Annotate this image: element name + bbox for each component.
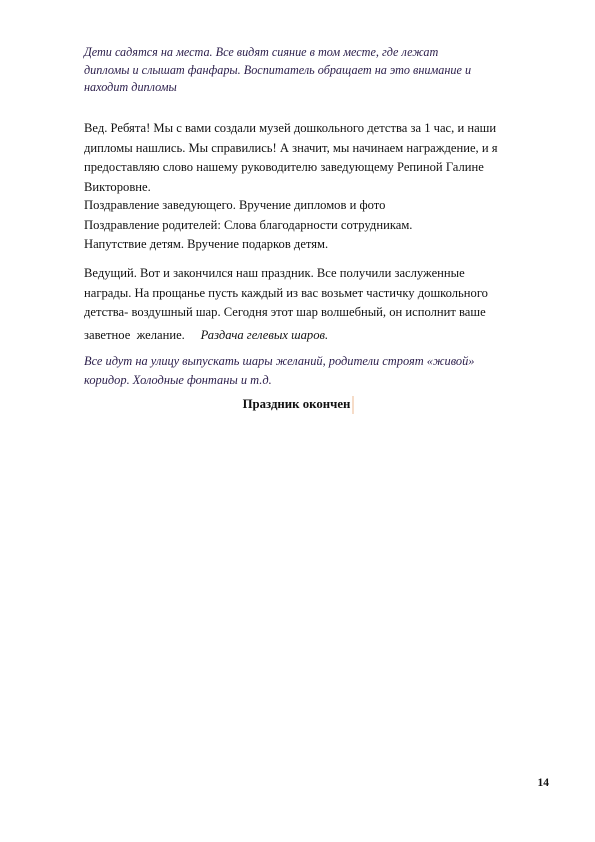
presenter-speech [84,119,554,197]
page-number: 14 [537,777,549,789]
text-line: находит дипломы [84,80,177,94]
balloon-distribution-note: Раздача гелевых шаров. [200,327,329,342]
stage-direction-1 [84,44,554,97]
text-line: Вед. Ребята! Мы с вами создали музей дошкольного детства за 1 час, и наши [84,121,497,135]
text-line: детства- воздушный шар. Сегодня этот шар волшебный, он исполнит ваше [84,305,486,319]
text-line: дипломы нашлись. Мы справились! А значит, мы начинаем награждение, и я [84,140,498,155]
text-line: дипломы и слышат фанфары. Воспитатель обращает на это внимание и [84,62,472,77]
text-line: Дети садятся на места. Все видят сияние в том месте, где лежат [84,45,439,59]
text-line: Поздравление родителей: Слова благодарности сотрудникам. [84,217,413,232]
text-line: предоставляю слово нашему руководителю заведующему Репиной Галине [84,160,484,174]
closing-title-text: Праздник окончен [241,396,355,414]
text-line-plain: заветное желание. [84,327,201,342]
text-line: Напутствие детям. Вручение подарков детям. [84,237,329,251]
text-line [84,326,554,346]
text-line: Ведущий. Вот и закончился наш праздник. Все получили заслуженные [84,266,465,280]
closing-title [0,397,595,412]
text-line: Поздравление заведующего. Вручение дипломов и фото [84,198,386,212]
program-list [84,196,554,255]
text-line: Все идут на улицу выпускать шары желаний, родители строят «живой» [84,354,475,368]
closing-speech [84,264,554,345]
stage-direction-2 [84,352,554,390]
text-line: коридор. Холодные фонтаны и т.д. [84,373,272,387]
text-line: награды. На прощанье пусть каждый из вас возьмет частичку дошкольного [84,285,488,300]
text-line: Викторовне. [84,179,151,194]
